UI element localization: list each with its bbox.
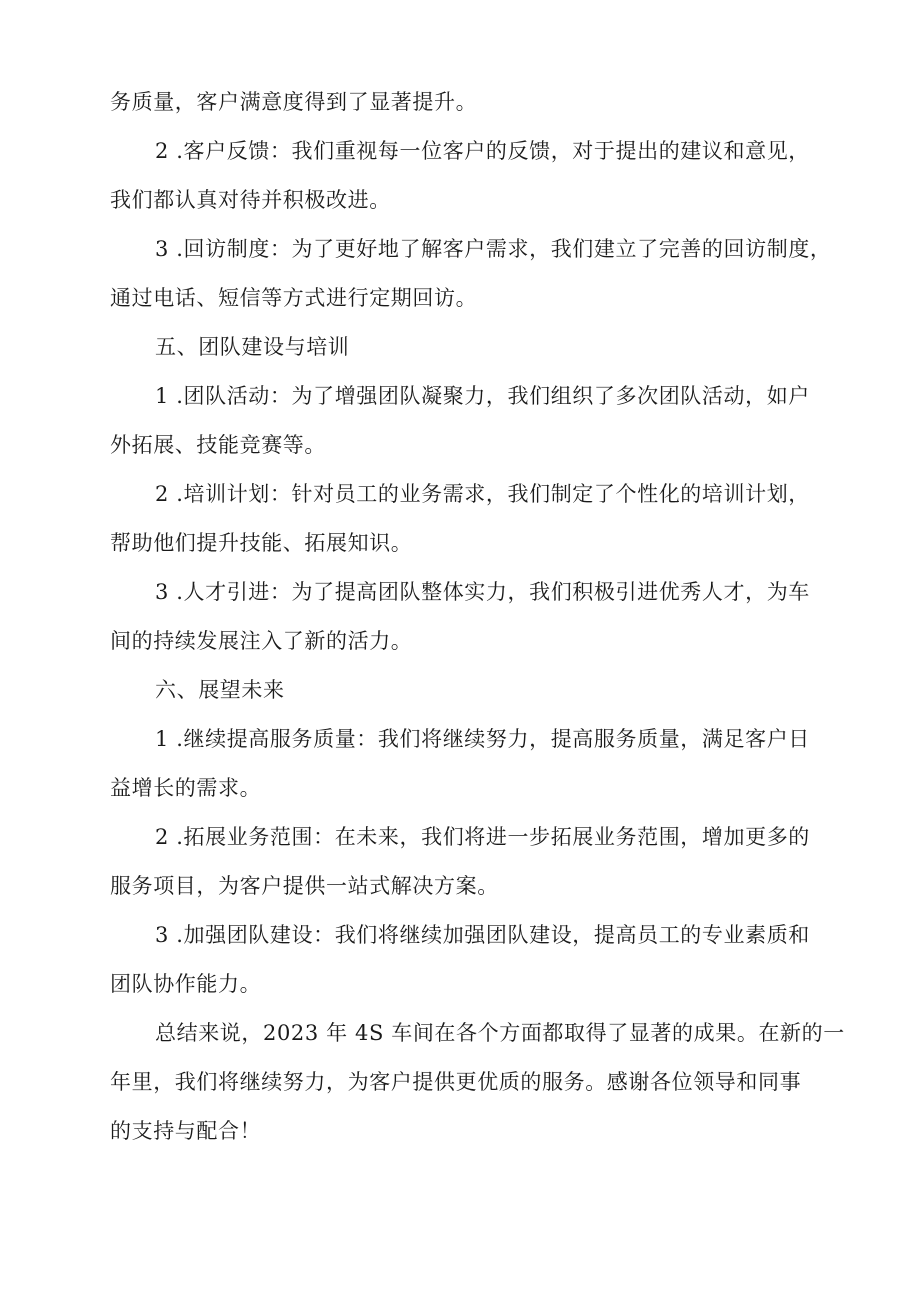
list-item-service-quality: 1 .继续提高服务质量：我们将继续努力，提高服务质量，满足客户日 [155, 727, 810, 751]
text-line: 年里，我们将继续努力，为客户提供更优质的服务。感谢各位领导和同事 [110, 1070, 802, 1094]
text-line: 间的持续发展注入了新的活力。 [110, 629, 413, 653]
text-line: 服务项目，为客户提供一站式解决方案。 [110, 874, 499, 898]
document-body [110, 78, 845, 1156]
list-item-team-strengthening: 3 .加强团队建设：我们将继续加强团队建设，提高员工的专业素质和 [155, 923, 810, 947]
text-line: 通过电话、短信等方式进行定期回访。 [110, 286, 478, 310]
summary-paragraph: 总结来说，2023 年 4S 车间在各个方面都取得了显著的成果。在新的一 [155, 1021, 845, 1045]
section-heading-team-building: 五、团队建设与培训 [155, 335, 350, 359]
text-line: 帮助他们提升技能、拓展知识。 [110, 531, 413, 555]
text-line: 我们都认真对待并积极改进。 [110, 188, 391, 212]
list-item-training-plan: 2 .培训计划：针对员工的业务需求，我们制定了个性化的培训计划， [155, 482, 810, 506]
text-line: 外拓展、技能竞赛等。 [110, 433, 326, 457]
section-heading-outlook: 六、展望未来 [155, 678, 285, 702]
text-line: 的支持与配合！ [110, 1119, 262, 1143]
list-item-customer-feedback: 2 .客户反馈：我们重视每一位客户的反馈，对于提出的建议和意见， [155, 139, 810, 163]
text-line: 务质量，客户满意度得到了显著提升。 [110, 90, 478, 114]
list-item-team-activities: 1 .团队活动：为了增强团队凝聚力，我们组织了多次团队活动，如户 [155, 384, 810, 408]
text-line: 益增长的需求。 [110, 776, 262, 800]
list-item-talent-recruitment: 3 .人才引进：为了提高团队整体实力，我们积极引进优秀人才，为车 [155, 580, 810, 604]
list-item-business-scope: 2 .拓展业务范围：在未来，我们将进一步拓展业务范围，增加更多的 [155, 825, 810, 849]
text-line: 团队协作能力。 [110, 972, 262, 996]
list-item-follow-up-system: 3 .回访制度：为了更好地了解客户需求，我们建立了完善的回访制度， [155, 237, 832, 261]
